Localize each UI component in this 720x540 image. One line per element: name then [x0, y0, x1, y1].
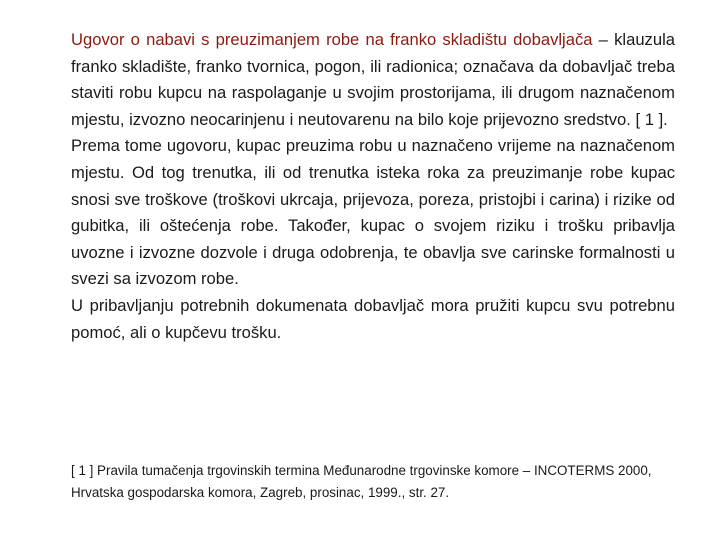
heading-dash: – — [592, 30, 615, 49]
document-body — [71, 27, 675, 346]
footnote-text: [ 1 ] Pravila tumačenja trgovinskih termina Međunarodne trgovinske komore – INCOTERMS 2000, Hrvatska gospodarska komora, Zagreb, prosinac, 1999., str. 27. — [71, 463, 652, 500]
definition-text: klauzula franko skladište, franko tvornica, pogon, ili radionica; označava da dobavljač treba staviti robu kupcu na raspolaganje u svojim prostorijama, ili drugom naznačenom mjestu, izvozno neocarinjenu i neutovarenu na bilo koje prijevozno sredstvo. [ 1 ]. — [71, 30, 675, 129]
contract-heading: Ugovor o nabavi s preuzimanjem robe na franko skladištu dobavljača — [71, 30, 593, 49]
obligations-paragraph: Prema tome ugovoru, kupac preuzima robu u naznačeno vrijeme na naznačenom mjestu. Od tog trenutka, ili od trenutka isteka roka za preuzimanje robe kupac snosi sve troškove (troškovi ukrcaja, prijevoza, poreza, pristojbi i carina) i rizike od gubitka, ili oštećenja robe. Također, kupac o svojem riziku i trošku pribavlja uvozne i izvozne dozvole i druga odobrenja, te obavlja sve carinske formalnosti u svezi sa izvozom robe. — [71, 136, 675, 289]
footnote — [71, 460, 675, 503]
definition-paragraph — [71, 27, 675, 133]
documents-paragraph: U pribavljanju potrebnih dokumenata dobavljač mora pružiti kupcu svu potrebnu pomoć, ali o kupčevu trošku. — [71, 295, 675, 342]
